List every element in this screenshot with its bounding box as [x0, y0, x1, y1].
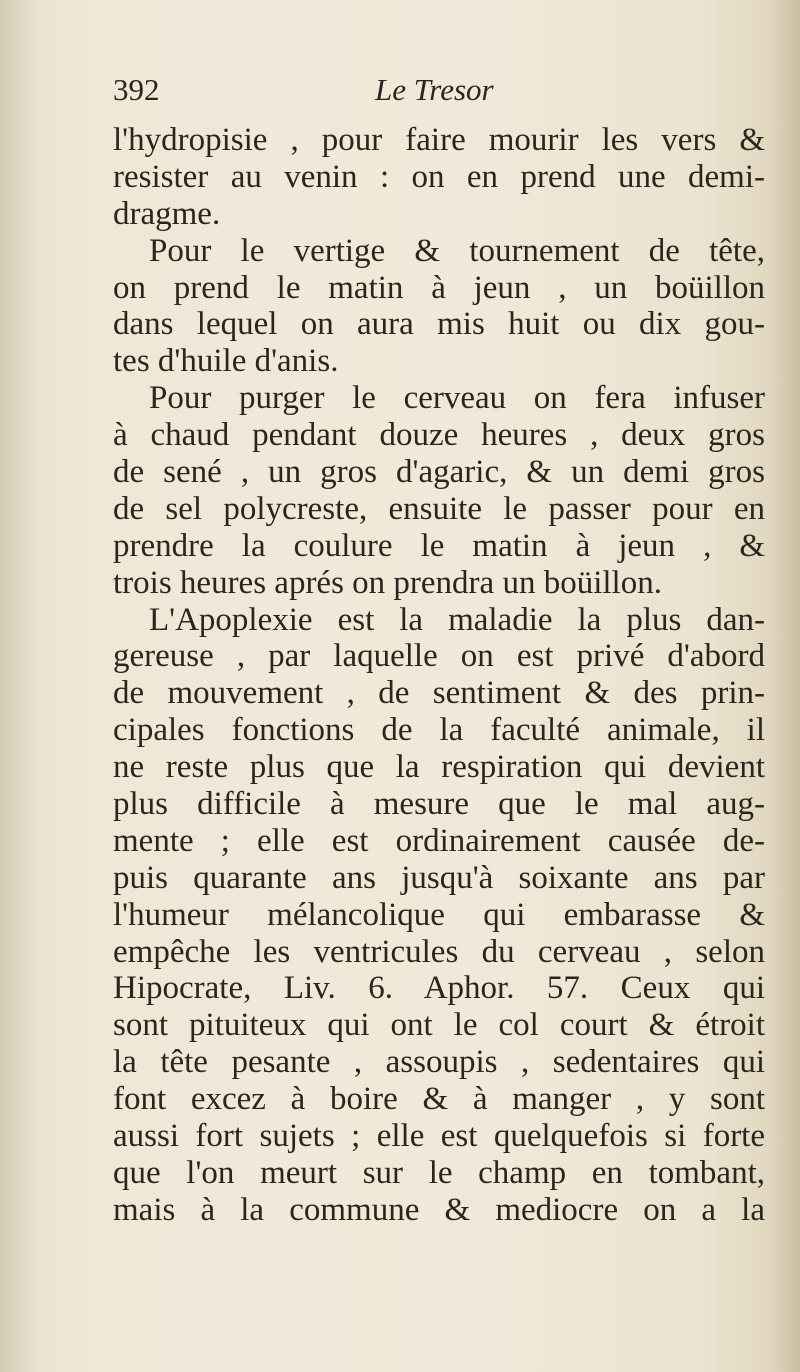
text-line: Hipocrate, Liv. 6. Aphor. 57. Ceux qui [113, 970, 765, 1007]
text-line: Pour purger le cerveau on fera infuser [149, 380, 765, 417]
text-line: trois heures aprés on prendra un boüillon. [113, 564, 662, 601]
text-line: tes d'huile d'anis. [113, 343, 339, 380]
text-line: on prend le matin à jeun , un boüillon [113, 269, 765, 306]
text-line: aussi fort sujets ; elle est quelquefois si forte [113, 1118, 765, 1155]
text-line: Pour le vertige & tournement de tête, [149, 232, 765, 269]
text-line: plus difficile à mesure que le mal aug- [113, 786, 765, 823]
text-line: que l'on meurt sur le champ en tombant, [113, 1154, 765, 1191]
text-line: de sel polycreste, ensuite le passer pour en [113, 490, 765, 527]
text-line: l'hydropisie , pour faire mourir les vers & [113, 122, 765, 158]
page-header [113, 72, 763, 116]
text-line: sont pituiteux qui ont le col court & étroit [113, 1007, 765, 1044]
text-line: la tête pesante , assoupis , sedentaires qui [113, 1044, 765, 1081]
text-line: de mouvement , de sentiment & des prin- [113, 675, 765, 712]
text-line: mente ; elle est ordinairement causée de- [113, 822, 765, 859]
text-line: à chaud pendant douze heures , deux gros [113, 417, 765, 454]
text-line: font excez à boire & à manger , y sont [113, 1081, 765, 1118]
text-line: l'humeur mélancolique qui embarasse & [113, 896, 765, 933]
text-line: empêche les ventricules du cerveau , selon [113, 933, 765, 970]
text-line: puis quarante ans jusqu'à soixante ans par [113, 859, 765, 896]
body-text [113, 122, 765, 1229]
page-edge-shadow [770, 0, 800, 1372]
text-line: resister au venin : on en prend une demi- [113, 158, 765, 195]
text-line: cipales fonctions de la faculté animale, il [113, 712, 765, 749]
text-line: gereuse , par laquelle on est privé d'abord [113, 638, 765, 675]
text-line: de sené , un gros d'agaric, & un demi gros [113, 454, 765, 491]
text-line: dans lequel on aura mis huit ou dix gou- [113, 306, 765, 343]
page-number: 392 [113, 72, 160, 107]
text-line: prendre la coulure le matin à jeun , & [113, 527, 765, 564]
text-line: dragme. [113, 195, 221, 232]
gutter-shadow [0, 0, 40, 1372]
running-title: Le Tresor [375, 72, 494, 107]
text-line: ne reste plus que la respiration qui devient [113, 749, 765, 786]
text-line: mais à la commune & mediocre on a la [113, 1191, 765, 1228]
text-line: L'Apoplexie est la maladie la plus dan- [149, 601, 765, 638]
